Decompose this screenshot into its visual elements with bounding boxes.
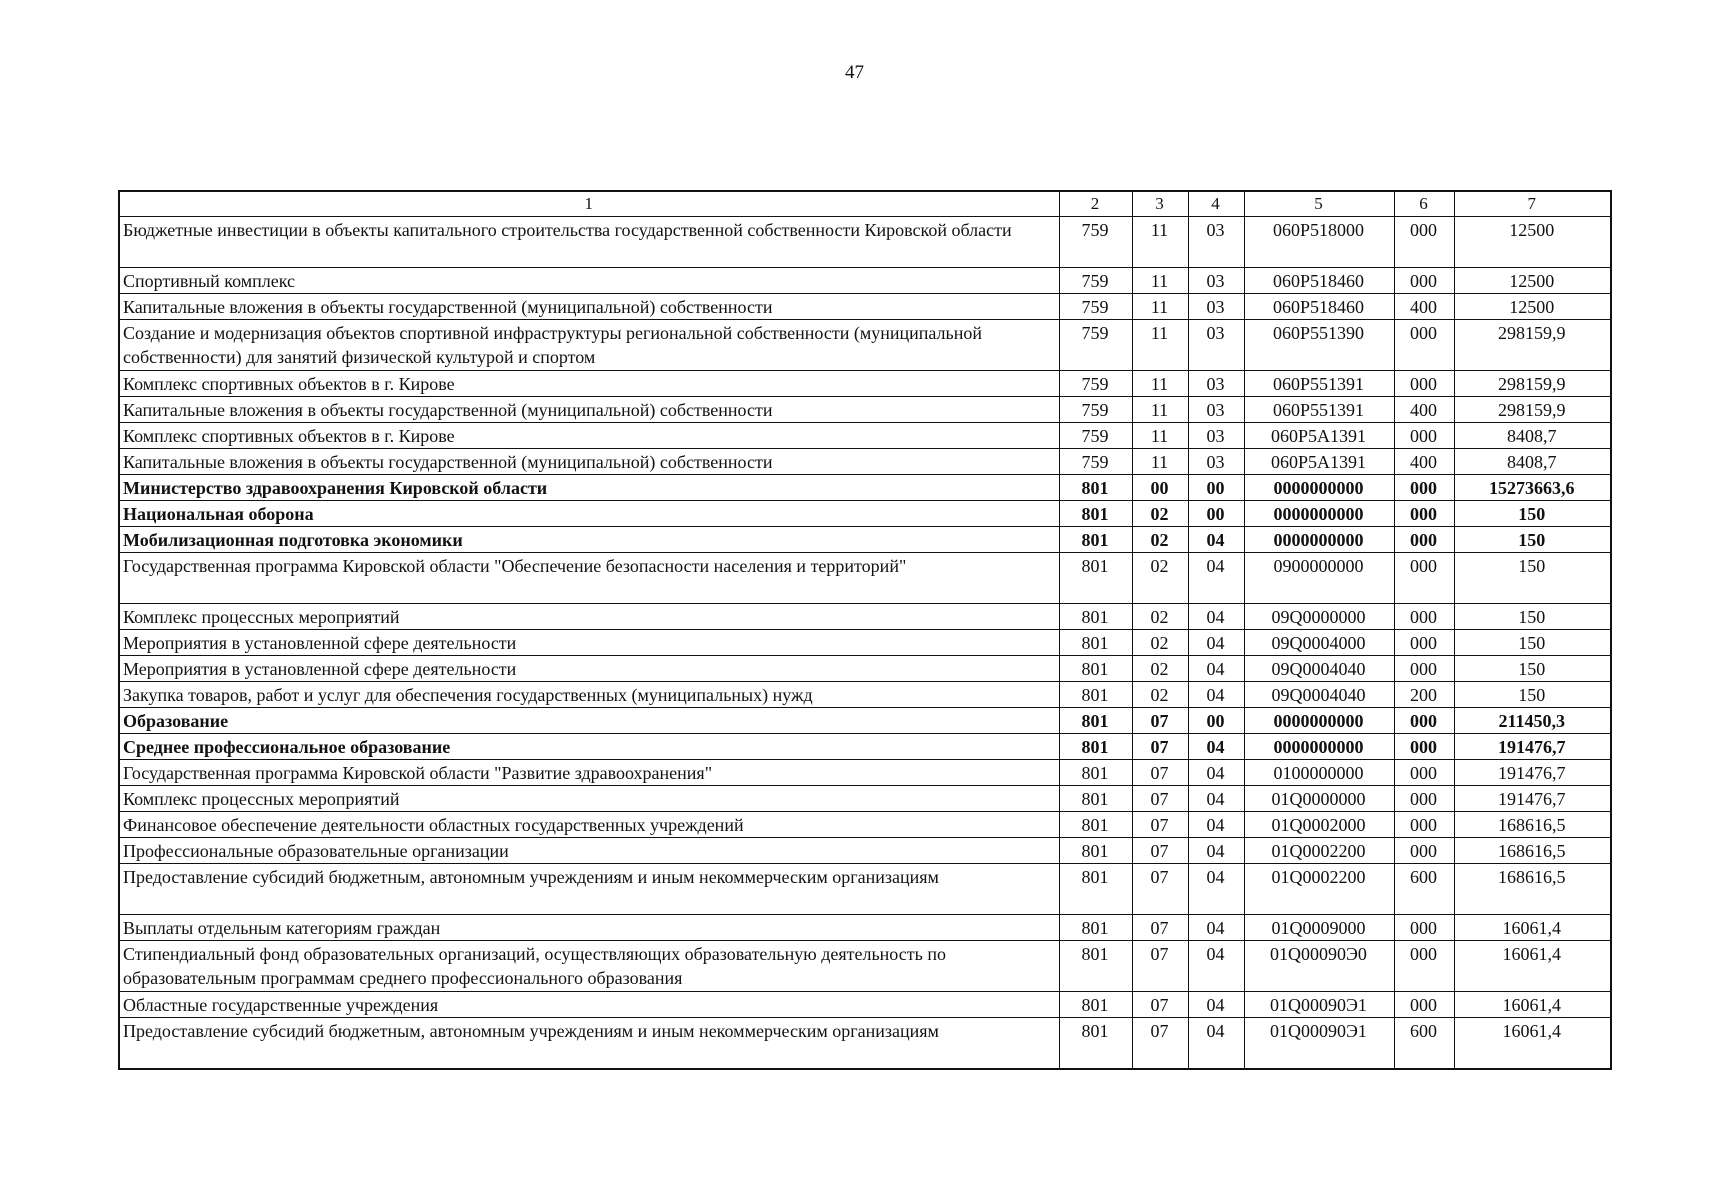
row-amount: 191476,7 [1454,734,1611,760]
table-row [119,682,1611,708]
row-target-code: 09Q0004040 [1244,682,1394,708]
table-row [119,320,1611,371]
row-amount: 150 [1454,682,1611,708]
row-section: 02 [1132,527,1188,553]
row-section: 02 [1132,630,1188,656]
row-section: 07 [1132,786,1188,812]
row-expense-type: 000 [1394,708,1454,734]
row-amount: 150 [1454,553,1611,604]
row-name: Государственная программа Кировской области "Обеспечение безопасности населения и территорий" [119,553,1059,604]
row-amount: 168616,5 [1454,838,1611,864]
header-col-6: 6 [1394,191,1454,217]
row-name: Государственная программа Кировской области "Развитие здравоохранения" [119,760,1059,786]
row-amount: 8408,7 [1454,449,1611,475]
row-admin-code: 759 [1059,294,1132,320]
table-row [119,915,1611,941]
row-expense-type: 200 [1394,682,1454,708]
row-target-code: 060P551391 [1244,397,1394,423]
row-amount: 12500 [1454,294,1611,320]
row-name: Капитальные вложения в объекты государственной (муниципальной) собственности [119,397,1059,423]
row-admin-code: 801 [1059,838,1132,864]
row-expense-type: 000 [1394,992,1454,1018]
row-subsection: 00 [1188,475,1244,501]
row-name: Капитальные вложения в объекты государственной (муниципальной) собственности [119,449,1059,475]
row-admin-code: 801 [1059,630,1132,656]
row-expense-type: 000 [1394,371,1454,397]
row-target-code: 060P551391 [1244,371,1394,397]
row-expense-type: 400 [1394,294,1454,320]
table-row [119,423,1611,449]
row-amount: 15273663,6 [1454,475,1611,501]
row-amount: 150 [1454,527,1611,553]
table-row [119,294,1611,320]
row-section: 07 [1132,812,1188,838]
budget-table [118,190,1612,1070]
row-name: Предоставление субсидий бюджетным, автономным учреждениям и иным некоммерческим организациям [119,864,1059,915]
row-expense-type: 000 [1394,217,1454,268]
row-expense-type: 000 [1394,475,1454,501]
row-name: Национальная оборона [119,501,1059,527]
row-amount: 16061,4 [1454,915,1611,941]
table-row [119,553,1611,604]
row-subsection: 04 [1188,1018,1244,1070]
row-target-code: 01Q0009000 [1244,915,1394,941]
row-target-code: 01Q0002000 [1244,812,1394,838]
row-admin-code: 801 [1059,864,1132,915]
row-subsection: 04 [1188,992,1244,1018]
row-section: 11 [1132,449,1188,475]
row-name: Комплекс процессных мероприятий [119,786,1059,812]
row-target-code: 01Q0000000 [1244,786,1394,812]
table-row [119,475,1611,501]
table-row [119,501,1611,527]
row-subsection: 04 [1188,812,1244,838]
row-subsection: 03 [1188,320,1244,371]
row-amount: 168616,5 [1454,864,1611,915]
row-expense-type: 000 [1394,630,1454,656]
row-section: 02 [1132,553,1188,604]
page-number: 47 [845,62,864,83]
row-target-code: 060P518460 [1244,268,1394,294]
row-expense-type: 000 [1394,734,1454,760]
row-admin-code: 759 [1059,217,1132,268]
table-row [119,812,1611,838]
row-target-code: 01Q00090Э1 [1244,1018,1394,1070]
row-expense-type: 000 [1394,812,1454,838]
row-name: Мероприятия в установленной сфере деятельности [119,630,1059,656]
row-expense-type: 000 [1394,501,1454,527]
table-row [119,941,1611,992]
row-target-code: 0100000000 [1244,760,1394,786]
row-admin-code: 801 [1059,682,1132,708]
row-name: Комплекс процессных мероприятий [119,604,1059,630]
row-name: Закупка товаров, работ и услуг для обеспечения государственных (муниципальных) нужд [119,682,1059,708]
row-amount: 211450,3 [1454,708,1611,734]
row-subsection: 04 [1188,786,1244,812]
row-subsection: 03 [1188,423,1244,449]
row-expense-type: 000 [1394,527,1454,553]
row-subsection: 04 [1188,915,1244,941]
row-admin-code: 801 [1059,708,1132,734]
row-target-code: 01Q0002200 [1244,864,1394,915]
table-row [119,760,1611,786]
header-col-7: 7 [1454,191,1611,217]
row-name: Комплекс спортивных объектов в г. Кирове [119,371,1059,397]
row-subsection: 04 [1188,553,1244,604]
table-body [119,217,1611,1070]
row-subsection: 04 [1188,604,1244,630]
header-col-3: 3 [1132,191,1188,217]
row-admin-code: 759 [1059,423,1132,449]
row-name: Комплекс спортивных объектов в г. Кирове [119,423,1059,449]
row-admin-code: 759 [1059,268,1132,294]
table-row [119,656,1611,682]
header-col-4: 4 [1188,191,1244,217]
row-subsection: 03 [1188,217,1244,268]
row-admin-code: 759 [1059,371,1132,397]
row-subsection: 03 [1188,449,1244,475]
row-target-code: 01Q00090Э1 [1244,992,1394,1018]
row-name: Профессиональные образовательные организации [119,838,1059,864]
row-target-code: 0000000000 [1244,501,1394,527]
row-target-code: 09Q0000000 [1244,604,1394,630]
row-admin-code: 801 [1059,475,1132,501]
row-amount: 16061,4 [1454,992,1611,1018]
table-row [119,838,1611,864]
row-expense-type: 000 [1394,786,1454,812]
row-subsection: 03 [1188,397,1244,423]
row-amount: 16061,4 [1454,1018,1611,1070]
row-section: 07 [1132,1018,1188,1070]
row-expense-type: 000 [1394,941,1454,992]
row-section: 02 [1132,682,1188,708]
row-admin-code: 801 [1059,501,1132,527]
row-section: 07 [1132,838,1188,864]
table-row [119,527,1611,553]
row-name: Образование [119,708,1059,734]
row-subsection: 03 [1188,268,1244,294]
row-name: Создание и модернизация объектов спортивной инфраструктуры региональной собственности (муниципальной собственности) для занятий физической культурой и спортом [119,320,1059,371]
row-admin-code: 801 [1059,656,1132,682]
row-section: 07 [1132,708,1188,734]
row-amount: 191476,7 [1454,786,1611,812]
row-name: Министерство здравоохранения Кировской области [119,475,1059,501]
row-subsection: 04 [1188,527,1244,553]
row-target-code: 060P518000 [1244,217,1394,268]
row-subsection: 04 [1188,656,1244,682]
row-target-code: 0000000000 [1244,527,1394,553]
row-expense-type: 600 [1394,864,1454,915]
row-section: 11 [1132,371,1188,397]
table-row [119,708,1611,734]
row-admin-code: 801 [1059,915,1132,941]
row-subsection: 04 [1188,682,1244,708]
row-expense-type: 000 [1394,915,1454,941]
row-admin-code: 801 [1059,553,1132,604]
table-header-row [119,191,1611,217]
row-amount: 150 [1454,656,1611,682]
row-admin-code: 801 [1059,812,1132,838]
row-target-code: 0900000000 [1244,553,1394,604]
row-amount: 150 [1454,630,1611,656]
header-col-2: 2 [1059,191,1132,217]
row-amount: 298159,9 [1454,320,1611,371]
row-amount: 16061,4 [1454,941,1611,992]
row-admin-code: 801 [1059,604,1132,630]
row-admin-code: 759 [1059,449,1132,475]
row-target-code: 060P518460 [1244,294,1394,320]
row-section: 11 [1132,217,1188,268]
row-expense-type: 000 [1394,604,1454,630]
row-subsection: 03 [1188,371,1244,397]
table-row [119,1018,1611,1070]
table-row [119,786,1611,812]
row-name: Капитальные вложения в объекты государственной (муниципальной) собственности [119,294,1059,320]
row-subsection: 04 [1188,760,1244,786]
row-admin-code: 801 [1059,734,1132,760]
header-col-1: 1 [119,191,1059,217]
row-target-code: 09Q0004040 [1244,656,1394,682]
row-expense-type: 000 [1394,656,1454,682]
row-section: 07 [1132,864,1188,915]
row-target-code: 0000000000 [1244,475,1394,501]
row-subsection: 03 [1188,294,1244,320]
row-name: Бюджетные инвестиции в объекты капитального строительства государственной собственности Кировской области [119,217,1059,268]
row-admin-code: 801 [1059,1018,1132,1070]
row-section: 02 [1132,501,1188,527]
table-row [119,217,1611,268]
row-section: 07 [1132,734,1188,760]
row-amount: 298159,9 [1454,371,1611,397]
row-subsection: 04 [1188,864,1244,915]
row-expense-type: 000 [1394,760,1454,786]
row-section: 02 [1132,656,1188,682]
row-expense-type: 600 [1394,1018,1454,1070]
row-expense-type: 000 [1394,553,1454,604]
table-row [119,371,1611,397]
row-target-code: 0000000000 [1244,734,1394,760]
table-row [119,268,1611,294]
row-section: 11 [1132,423,1188,449]
row-amount: 12500 [1454,268,1611,294]
row-section: 11 [1132,320,1188,371]
row-target-code: 060P5A1391 [1244,423,1394,449]
row-admin-code: 801 [1059,527,1132,553]
row-expense-type: 000 [1394,268,1454,294]
row-admin-code: 801 [1059,760,1132,786]
row-section: 07 [1132,915,1188,941]
row-section: 07 [1132,992,1188,1018]
row-target-code: 09Q0004000 [1244,630,1394,656]
row-section: 11 [1132,294,1188,320]
row-name: Среднее профессиональное образование [119,734,1059,760]
table-row [119,449,1611,475]
table-row [119,992,1611,1018]
table-row [119,734,1611,760]
row-target-code: 060P551390 [1244,320,1394,371]
row-section: 00 [1132,475,1188,501]
header-col-5: 5 [1244,191,1394,217]
row-subsection: 04 [1188,630,1244,656]
row-subsection: 00 [1188,708,1244,734]
row-amount: 298159,9 [1454,397,1611,423]
row-expense-type: 000 [1394,320,1454,371]
row-target-code: 01Q0002200 [1244,838,1394,864]
row-amount: 8408,7 [1454,423,1611,449]
row-amount: 150 [1454,604,1611,630]
row-name: Мероприятия в установленной сфере деятельности [119,656,1059,682]
row-name: Областные государственные учреждения [119,992,1059,1018]
table-row [119,864,1611,915]
row-subsection: 04 [1188,941,1244,992]
row-section: 11 [1132,268,1188,294]
row-section: 11 [1132,397,1188,423]
row-admin-code: 759 [1059,397,1132,423]
table-row [119,630,1611,656]
row-name: Предоставление субсидий бюджетным, автономным учреждениям и иным некоммерческим организациям [119,1018,1059,1070]
row-amount: 12500 [1454,217,1611,268]
row-amount: 168616,5 [1454,812,1611,838]
row-target-code: 01Q00090Э0 [1244,941,1394,992]
row-subsection: 04 [1188,838,1244,864]
table-row [119,397,1611,423]
row-admin-code: 801 [1059,786,1132,812]
row-expense-type: 000 [1394,423,1454,449]
row-expense-type: 400 [1394,449,1454,475]
row-name: Финансовое обеспечение деятельности областных государственных учреждений [119,812,1059,838]
row-target-code: 060P5A1391 [1244,449,1394,475]
row-section: 07 [1132,941,1188,992]
row-name: Мобилизационная подготовка экономики [119,527,1059,553]
row-subsection: 00 [1188,501,1244,527]
row-target-code: 0000000000 [1244,708,1394,734]
row-expense-type: 400 [1394,397,1454,423]
row-amount: 191476,7 [1454,760,1611,786]
row-name: Спортивный комплекс [119,268,1059,294]
row-admin-code: 759 [1059,320,1132,371]
row-section: 07 [1132,760,1188,786]
table-row [119,604,1611,630]
row-expense-type: 000 [1394,838,1454,864]
row-section: 02 [1132,604,1188,630]
row-admin-code: 801 [1059,992,1132,1018]
row-admin-code: 801 [1059,941,1132,992]
row-subsection: 04 [1188,734,1244,760]
row-name: Выплаты отдельным категориям граждан [119,915,1059,941]
row-name: Стипендиальный фонд образовательных организаций, осуществляющих образовательную деятельность по образовательным программам среднего профессионального образования [119,941,1059,992]
row-amount: 150 [1454,501,1611,527]
